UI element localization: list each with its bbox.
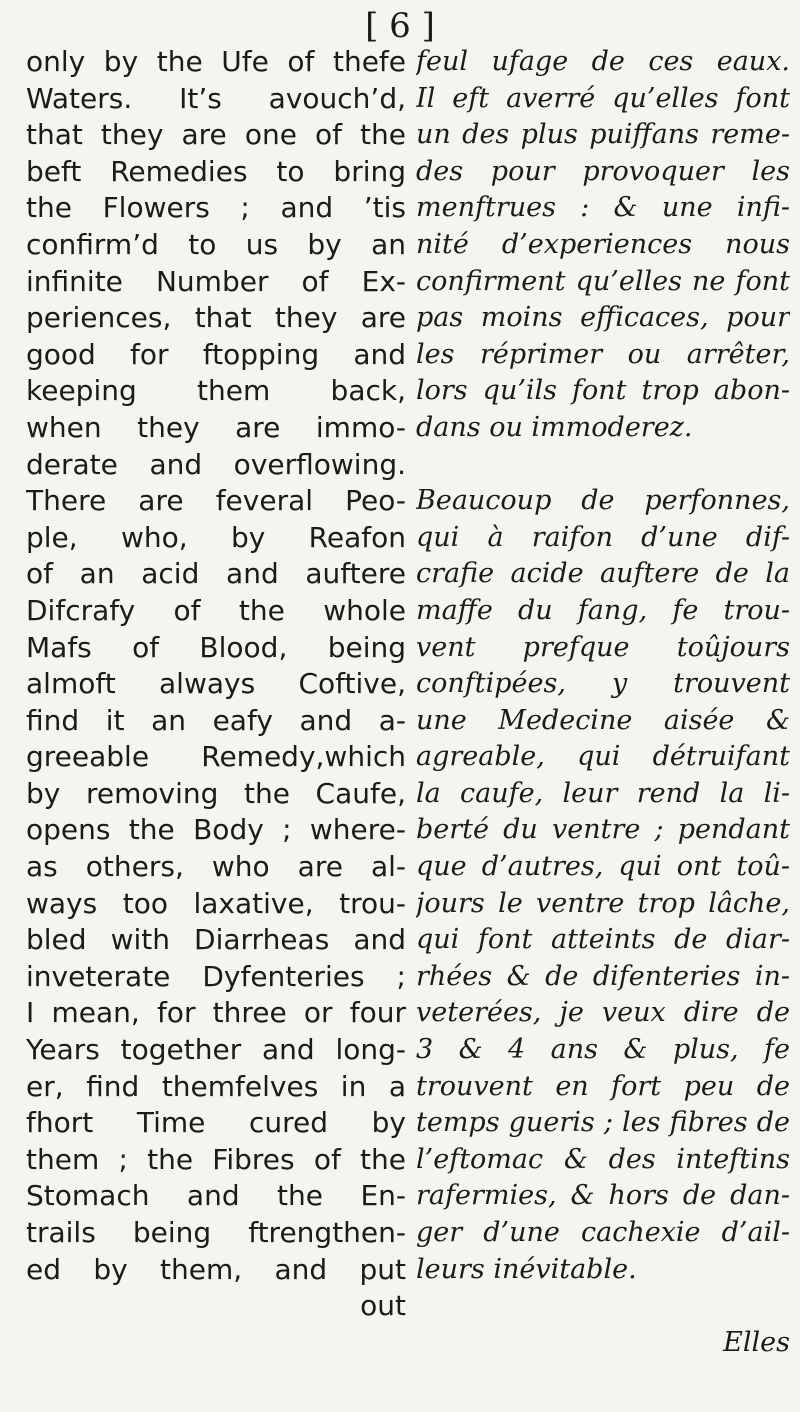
french-column xyxy=(416,44,790,1361)
text-line: of an acid and auftere xyxy=(26,557,406,591)
text-line: pas moins efficaces, pour xyxy=(416,302,790,334)
text-line: des pour provoquer les xyxy=(416,155,790,187)
text-line: infinite Number of Ex- xyxy=(26,264,406,298)
text-line: I mean, for three or four xyxy=(26,996,406,1030)
text-line: qui font atteints de diar- xyxy=(416,924,790,956)
text-line: beft Remedies to bring xyxy=(26,154,406,188)
text-line: rhées & de difenteries in- xyxy=(416,960,790,992)
text-line: good for ftopping and xyxy=(26,337,406,371)
text-line: Il eft averré qu’elles font xyxy=(416,82,790,114)
text-line: that they are one of the xyxy=(26,118,406,152)
text-line: ways too laxative, trou- xyxy=(26,886,406,920)
text-line: Stomach and the En- xyxy=(26,1179,406,1213)
text-line: er, find themfelves in a xyxy=(26,1069,406,1103)
text-line: une Medecine aisée & xyxy=(416,704,790,736)
text-line: derate and overflowing. xyxy=(26,447,406,481)
text-line: leurs inévitable. xyxy=(416,1253,637,1285)
text-line: dans ou immoderez. xyxy=(416,411,693,443)
text-line: un des plus puiffans reme- xyxy=(416,119,790,151)
text-line: nité d’experiences nous xyxy=(416,228,790,260)
text-line: veterées, je veux dire de xyxy=(416,997,790,1029)
text-line: l’eftomac & des inteftins xyxy=(416,1143,790,1175)
text-line: them ; the Fibres of the xyxy=(26,1142,406,1176)
text-line: Years together and long- xyxy=(26,1033,406,1067)
text-line: greeable Remedy,which xyxy=(26,740,406,774)
text-line: les réprimer ou arrêter, xyxy=(416,338,790,370)
text-line: trails being ftrengthen- xyxy=(26,1216,406,1249)
text-line: crafie acide auftere de la xyxy=(416,558,790,590)
text-line: feul ufage de ces eaux. xyxy=(416,46,790,77)
text-line: confirment qu’elles ne font xyxy=(416,265,790,297)
text-line: maffe du fang, fe trou- xyxy=(416,594,790,626)
text-line: menftrues : & une infi- xyxy=(416,192,790,224)
text-line: periences, that they are xyxy=(26,301,406,335)
text-line: Difcrafy of the whole xyxy=(26,593,406,627)
text-line: keeping them back, xyxy=(26,374,406,408)
text-line: vent prefque toûjours xyxy=(416,631,790,663)
text-line: conftipées, y trouvent xyxy=(416,668,790,700)
text-line: temps gueris ; les fibres de xyxy=(416,1107,790,1139)
english-column xyxy=(26,44,406,1325)
text-line: only by the Ufe of thefe xyxy=(26,45,406,78)
text-line: qui à raifon d’une dif- xyxy=(416,521,790,553)
text-line: la caufe, leur rend la li- xyxy=(416,777,790,809)
text-line: There are feveral Peo- xyxy=(26,484,406,518)
text-line: opens the Body ; where- xyxy=(26,813,406,847)
catchword: Elles xyxy=(723,1326,790,1358)
text-line: lors qu’ils font trop abon- xyxy=(416,375,790,407)
text-line: by removing the Caufe, xyxy=(26,776,406,810)
text-line: Beaucoup de perfonnes, xyxy=(416,485,790,517)
text-line: the Flowers ; and ’tis xyxy=(26,191,406,225)
page-number: [ 6 ] xyxy=(365,6,435,46)
text-line: fhort Time cured by xyxy=(26,1106,406,1140)
spacer xyxy=(416,1288,790,1325)
text-line: bled with Diarrheas and xyxy=(26,923,406,957)
text-line: find it an eafy and a- xyxy=(26,703,406,737)
text-line: ed by them, and put xyxy=(26,1252,406,1286)
text-line: confirm’d to us by an xyxy=(26,227,406,261)
paragraph-break xyxy=(416,447,790,484)
text-line: Waters. It’s avouch’d, xyxy=(26,81,406,115)
text-line: Mafs of Blood, being xyxy=(26,630,406,664)
text-line: trouvent en fort peu de xyxy=(416,1070,790,1102)
text-line: ple, who, by Reafon xyxy=(26,520,406,554)
text-line: almoft always Coftive, xyxy=(26,667,406,701)
text-line: berté du ventre ; pendant xyxy=(416,814,790,846)
catchword: out xyxy=(360,1289,406,1323)
text-line: 3 & 4 ans & plus, fe xyxy=(416,1034,790,1066)
text-line: ger d’une cachexie d’ail- xyxy=(416,1217,790,1248)
text-line: rafermies, & hors de dan- xyxy=(416,1180,790,1212)
text-line: when they are immo- xyxy=(26,410,406,444)
text-line: as others, who are al- xyxy=(26,850,406,884)
text-line: jours le ventre trop lâche, xyxy=(416,887,790,919)
text-line: agreable, qui détruifant xyxy=(416,741,790,773)
text-line: que d’autres, qui ont toû- xyxy=(416,851,790,883)
text-line: inveterate Dyfenteries ; xyxy=(26,959,406,993)
